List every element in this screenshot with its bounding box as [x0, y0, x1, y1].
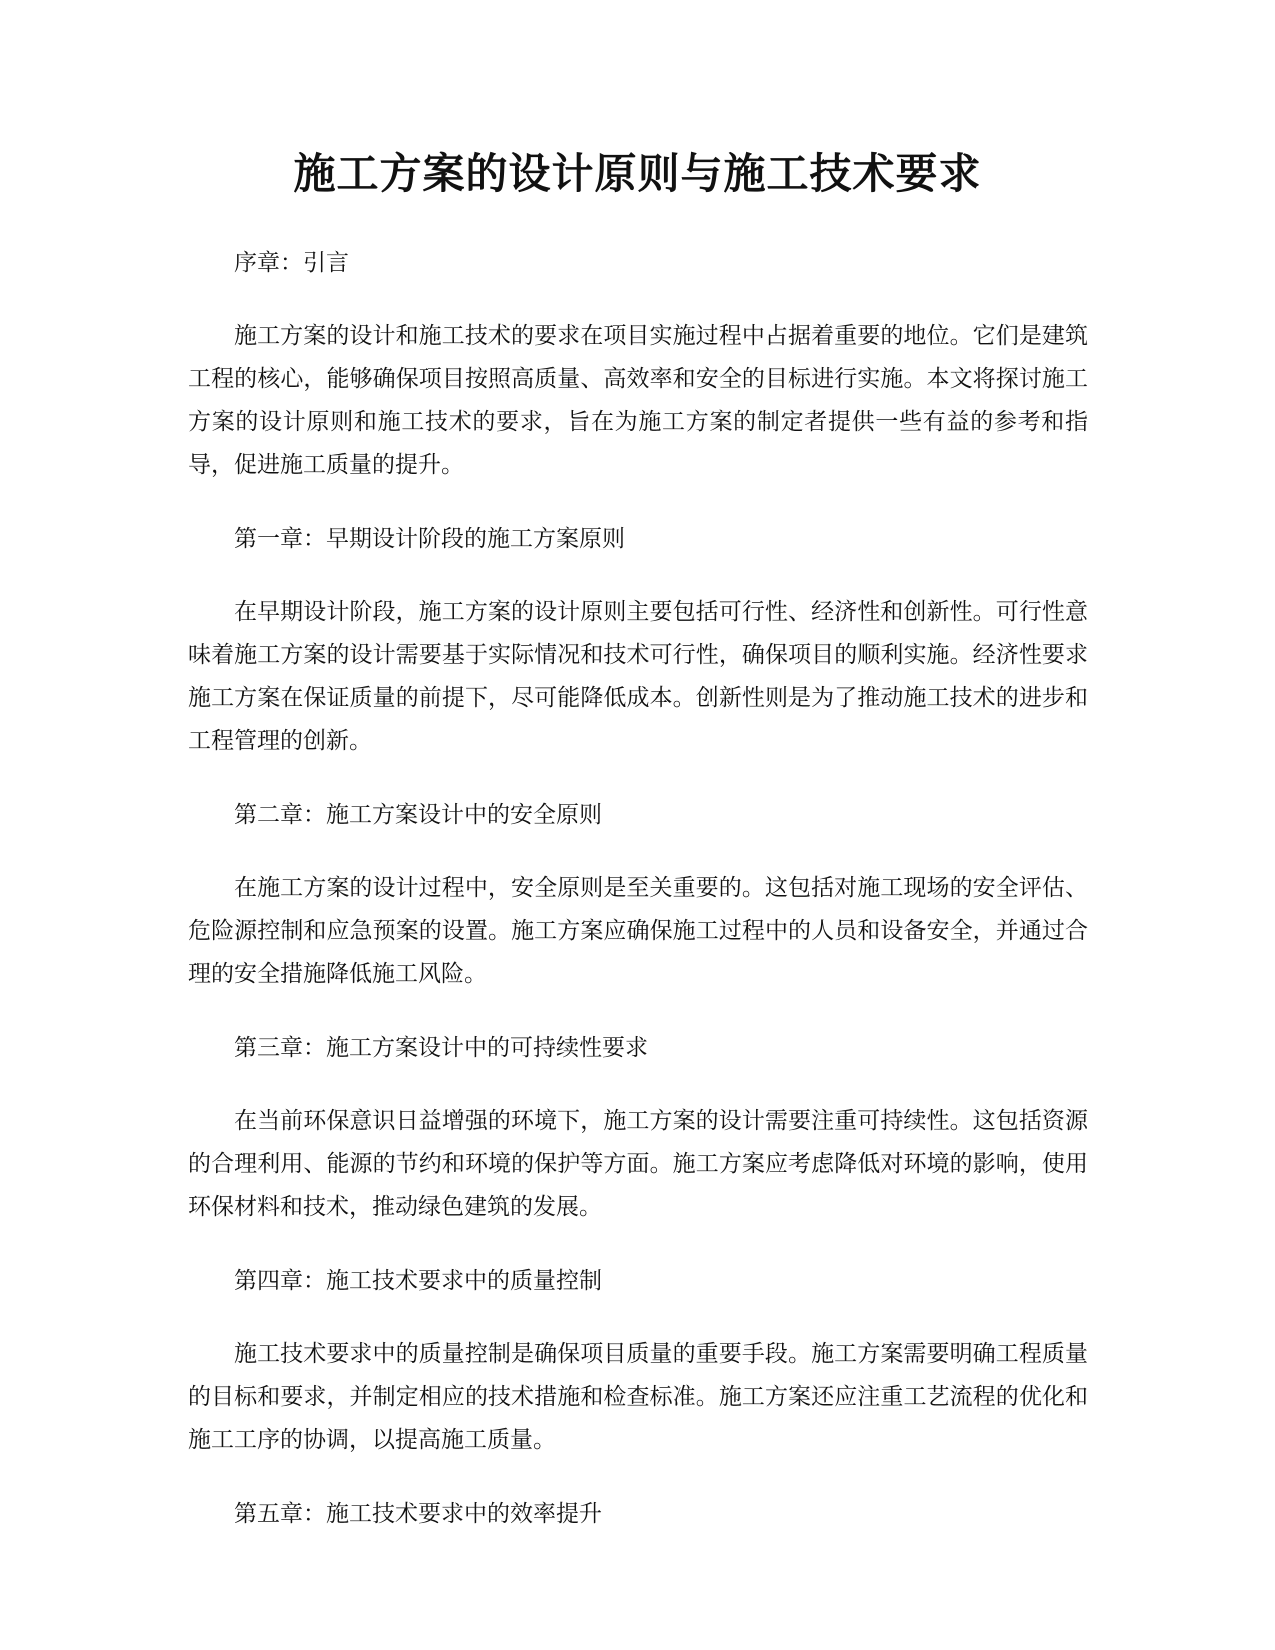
section-heading-preface: 序章：引言 — [234, 250, 349, 276]
section-heading-chapter-5: 第五章：施工技术要求中的效率提升 — [234, 1501, 602, 1527]
paragraph-chapter-3: 在当前环保意识日益增强的环境下，施工方案的设计需要注重可持续性。这包括资源的合理利用、能源的节约和环境的保护等方面。施工方案应考虑降低对环境的影响，使用环保材料和技术，推动绿色建筑的发展。 — [188, 1108, 1088, 1220]
section-heading-chapter-2: 第二章：施工方案设计中的安全原则 — [234, 802, 602, 828]
paragraph-chapter-2: 在施工方案的设计过程中，安全原则是至关重要的。这包括对施工现场的安全评估、危险源控制和应急预案的设置。施工方案应确保施工过程中的人员和设备安全，并通过合理的安全措施降低施工风险。 — [188, 875, 1088, 987]
section-heading-chapter-3: 第三章：施工方案设计中的可持续性要求 — [234, 1035, 648, 1061]
section-heading-chapter-4: 第四章：施工技术要求中的质量控制 — [234, 1268, 602, 1294]
section-heading-chapter-1: 第一章：早期设计阶段的施工方案原则 — [234, 526, 625, 552]
paragraph-chapter-4: 施工技术要求中的质量控制是确保项目质量的重要手段。施工方案需要明确工程质量的目标和要求，并制定相应的技术措施和检查标准。施工方案还应注重工艺流程的优化和施工工序的协调，以提高施工质量。 — [188, 1341, 1088, 1453]
paragraph-preface: 施工方案的设计和施工技术的要求在项目实施过程中占据着重要的地位。它们是建筑工程的核心，能够确保项目按照高质量、高效率和安全的目标进行实施。本文将探讨施工方案的设计原则和施工技术的要求，旨在为施工方案的制定者提供一些有益的参考和指导，促进施工质量的提升。 — [188, 323, 1088, 478]
document-body — [188, 243, 1088, 1566]
document-title: 施工方案的设计原则与施工技术要求 — [293, 149, 982, 198]
paragraph-chapter-1: 在早期设计阶段，施工方案的设计原则主要包括可行性、经济性和创新性。可行性意味着施工方案的设计需要基于实际情况和技术可行性，确保项目的顺利实施。经济性要求施工方案在保证质量的前提下，尽可能降低成本。创新性则是为了推动施工技术的进步和工程管理的创新。 — [188, 599, 1088, 754]
